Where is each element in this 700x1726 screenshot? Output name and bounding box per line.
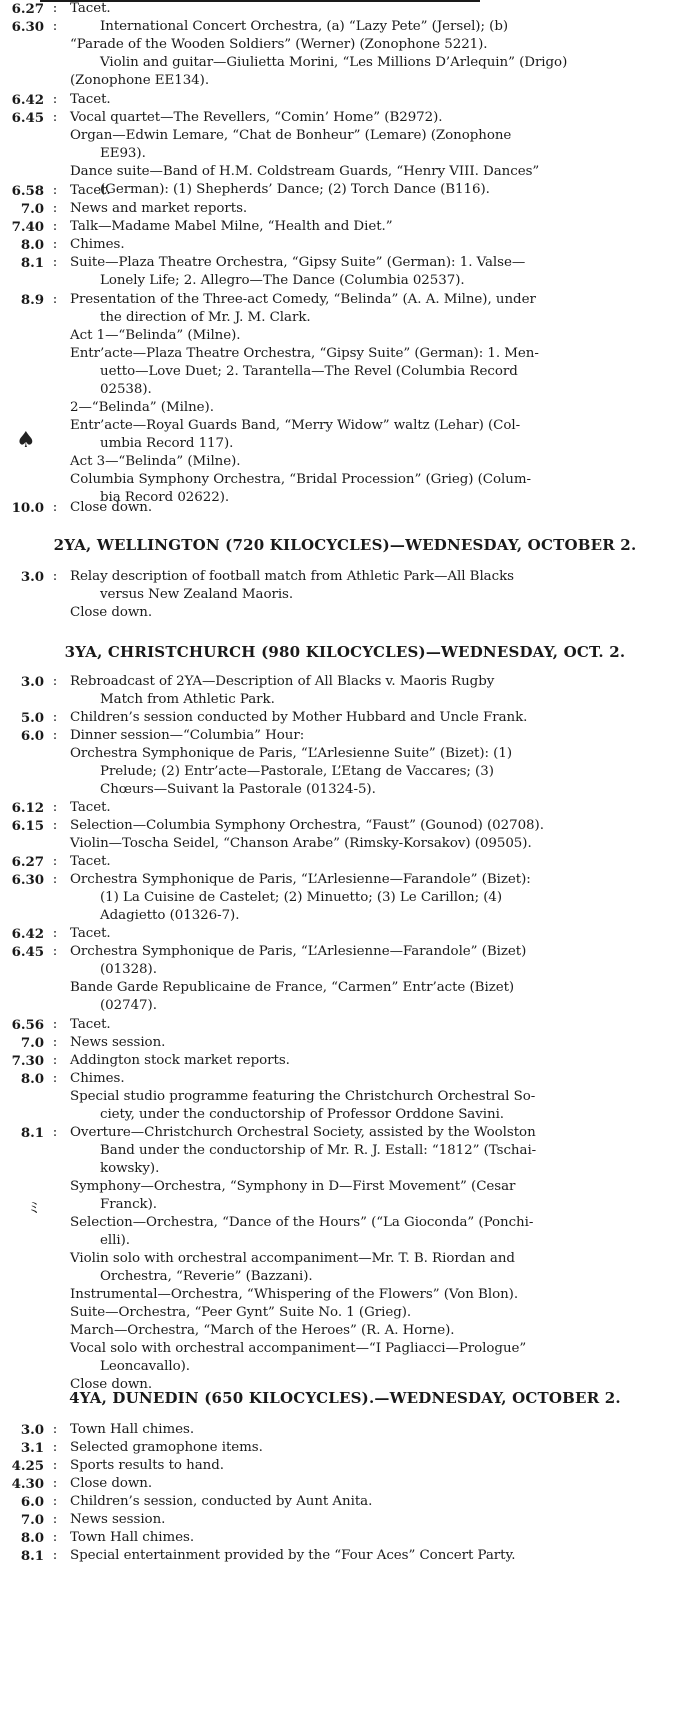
- programme-text: Act 1—“Belinda” (Milne).: [70, 328, 241, 343]
- programme-text: ciety, under the conductorship of Professor Orddone Savini.: [100, 1107, 505, 1122]
- programme-text: Chimes.: [70, 237, 125, 252]
- programme-text: News session.: [70, 1035, 166, 1050]
- time-separator: :: [52, 183, 58, 198]
- programme-text: Children’s session conducted by Mother Hubbard and Uncle Frank.: [70, 710, 528, 725]
- programme-text: Addington stock market reports.: [70, 1053, 290, 1068]
- time-separator: :: [52, 1422, 58, 1437]
- programme-text: Franck).: [100, 1197, 157, 1212]
- time-separator: :: [52, 1071, 58, 1086]
- time-separator: :: [52, 1, 58, 16]
- time-separator: :: [52, 728, 58, 743]
- programme-text: Overture—Christchurch Orchestral Society, assisted by the Woolston: [70, 1125, 536, 1140]
- programme-text: Relay description of football match from Athletic Park—All Blacks: [70, 569, 514, 584]
- time-label: 3.1: [20, 1440, 44, 1456]
- programme-text: Organ—Edwin Lemare, “Chat de Bonheur” (Lemare) (Zonophone: [70, 128, 512, 143]
- programme-text: Close down.: [70, 1476, 153, 1491]
- time-separator: :: [52, 19, 58, 34]
- time-label: 6.12: [11, 800, 44, 816]
- time-separator: :: [52, 1476, 58, 1491]
- time-label: 6.27: [11, 1, 44, 17]
- time-label: 6.0: [20, 1494, 44, 1510]
- time-label: 4.30: [11, 1476, 44, 1492]
- programme-text: Presentation of the Three-act Comedy, “Belinda” (A. A. Milne), under: [70, 292, 536, 307]
- programme-text: Rebroadcast of 2YA—Description of All Blacks v. Maoris Rugby: [70, 674, 495, 689]
- programme-text: kowsky).: [100, 1161, 160, 1176]
- programme-text: bia Record 02622).: [100, 490, 230, 505]
- programme-text: Adagietto (01326-7).: [100, 908, 240, 923]
- time-separator: :: [52, 1458, 58, 1473]
- programme-text: Symphony—Orchestra, “Symphony in D—First Movement” (Cesar: [70, 1179, 516, 1194]
- programme-text: Tacet.: [70, 92, 111, 107]
- programme-text: the direction of Mr. J. M. Clark.: [100, 310, 311, 325]
- programme-text: Vocal solo with orchestral accompaniment—“I Pagliacci—Prologue”: [70, 1341, 527, 1356]
- time-separator: :: [52, 926, 58, 941]
- programme-text: “Parade of the Wooden Soldiers” (Werner) (Zonophone 5221).: [70, 37, 488, 52]
- time-label: 8.1: [20, 1548, 44, 1564]
- time-label: 3.0: [20, 674, 44, 690]
- time-separator: :: [52, 854, 58, 869]
- programme-text: Selected gramophone items.: [70, 1440, 263, 1455]
- time-label: 6.45: [11, 944, 44, 960]
- programme-text: Special entertainment provided by the “Four Aces” Concert Party.: [70, 1548, 516, 1563]
- programme-text: Orchestra, “Reverie” (Bazzani).: [100, 1269, 313, 1284]
- time-separator: :: [52, 1494, 58, 1509]
- programme-text: versus New Zealand Maoris.: [100, 587, 294, 602]
- time-label: 6.15: [11, 818, 44, 834]
- programme-text: International Concert Orchestra, (a) “Lazy Pete” (Jersel); (b): [100, 19, 509, 34]
- time-separator: :: [52, 800, 58, 815]
- programme-text: Tacet.: [70, 183, 111, 198]
- time-label: 8.1: [20, 1125, 44, 1141]
- programme-text: Vocal quartet—The Revellers, “Comin’ Home” (B2972).: [70, 110, 443, 125]
- time-separator: :: [52, 818, 58, 833]
- time-label: 6.42: [11, 926, 44, 942]
- programme-text: Tacet.: [70, 800, 111, 815]
- programme-text: Act 3—“Belinda” (Milne).: [70, 454, 241, 469]
- time-separator: :: [52, 569, 58, 584]
- programme-text: Dinner session—“Columbia” Hour:: [70, 728, 305, 743]
- programme-text: Tacet.: [70, 854, 111, 869]
- time-label: 7.0: [20, 201, 44, 217]
- time-separator: :: [52, 237, 58, 252]
- programme-text: Orchestra Symphonique de Paris, “L’Arlesienne—Farandole” (Bizet): [70, 944, 527, 959]
- time-label: 6.45: [11, 110, 44, 126]
- programme-text: (1) La Cuisine de Castelet; (2) Minuetto; (3) Le Carillon; (4): [100, 890, 503, 905]
- programme-text: (Zonophone EE134).: [70, 73, 210, 88]
- time-label: 5.0: [20, 710, 44, 726]
- programme-text: EE93).: [100, 146, 146, 161]
- time-separator: :: [52, 872, 58, 887]
- time-separator: :: [52, 500, 58, 515]
- programme-text: Close down.: [70, 1377, 153, 1392]
- programme-text: 02538).: [100, 382, 152, 397]
- programme-text: Special studio programme featuring the Christchurch Orchestral So-: [70, 1089, 536, 1104]
- programme-text: Suite—Orchestra, “Peer Gynt” Suite No. 1 (Grieg).: [70, 1305, 412, 1320]
- time-label: 4.25: [11, 1458, 44, 1474]
- programme-text: Dance suite—Band of H.M. Coldstream Guards, “Henry VIII. Dances”: [70, 164, 540, 179]
- programme-text: Instrumental—Orchestra, “Whispering of the Flowers” (Von Blon).: [70, 1287, 519, 1302]
- programme-text: Columbia Symphony Orchestra, “Bridal Procession” (Grieg) (Colum-: [70, 472, 531, 487]
- programme-text: Selection—Orchestra, “Dance of the Hours” (“La Gioconda” (Ponchi-: [70, 1215, 534, 1230]
- time-separator: :: [52, 1548, 58, 1563]
- time-label: 7.0: [20, 1512, 44, 1528]
- time-label: 8.0: [20, 1071, 44, 1087]
- programme-text: 2—“Belinda” (Milne).: [70, 400, 214, 415]
- programme-text: Chimes.: [70, 1071, 125, 1086]
- time-label: 7.0: [20, 1035, 44, 1051]
- time-label: 6.27: [11, 854, 44, 870]
- programme-text: Violin and guitar—Giulietta Morini, “Les Millions D’Arlequin” (Drigo): [100, 55, 568, 70]
- time-label: 6.42: [11, 92, 44, 108]
- programme-text: (02747).: [100, 998, 157, 1013]
- time-label: 6.0: [20, 728, 44, 744]
- programme-text: March—Orchestra, “March of the Heroes” (R. A. Horne).: [70, 1323, 455, 1338]
- programme-text: Close down.: [70, 605, 153, 620]
- programme-text: Match from Athletic Park.: [100, 692, 275, 707]
- time-separator: :: [52, 1440, 58, 1455]
- time-label: 10.0: [11, 500, 44, 516]
- time-label: 8.0: [20, 237, 44, 253]
- programme-text: Leoncavallo).: [100, 1359, 190, 1374]
- station-heading: 4YA, DUNEDIN (650 KILOCYCLES).—WEDNESDAY, OCTOBER 2.: [69, 1389, 621, 1407]
- programme-text: uetto—Love Duet; 2. Tarantella—The Revel (Columbia Record: [100, 364, 518, 379]
- programme-text: Tacet.: [70, 1017, 111, 1032]
- programme-text: Prelude; (2) Entr’acte—Pastorale, L’Etang de Vaccares; (3): [100, 764, 494, 779]
- programme-text: Orchestra Symphonique de Paris, “L’Arlesienne—Farandole” (Bizet):: [70, 872, 531, 887]
- programme-text: Chœurs—Suivant la Pastorale (01324-5).: [100, 782, 376, 797]
- programme-text: News and market reports.: [70, 201, 248, 216]
- programme-text: Band under the conductorship of Mr. R. J. Estall: “1812” (Tschai-: [100, 1143, 537, 1158]
- programme-text: Selection—Columbia Symphony Orchestra, “Faust” (Gounod) (02708).: [70, 818, 544, 833]
- programme-text: Entr’acte—Plaza Theatre Orchestra, “Gipsy Suite” (German): 1. Men-: [70, 346, 539, 361]
- time-label: 7.40: [11, 219, 44, 235]
- time-label: 6.56: [11, 1017, 44, 1033]
- station-heading: 3YA, CHRISTCHURCH (980 KILOCYCLES)—WEDNESDAY, OCT. 2.: [64, 643, 626, 661]
- time-separator: :: [52, 292, 58, 307]
- time-label: 8.9: [20, 292, 44, 308]
- programme-text: Tacet.: [70, 1, 111, 16]
- time-label: 6.30: [11, 19, 44, 35]
- time-separator: :: [52, 1017, 58, 1032]
- programme-text: (01328).: [100, 962, 157, 977]
- programme-text: Town Hall chimes.: [70, 1422, 195, 1437]
- time-separator: :: [52, 110, 58, 125]
- programme-text: umbia Record 117).: [100, 436, 234, 451]
- ink-blot: ♠: [16, 428, 36, 453]
- programme-text: Sports results to hand.: [70, 1458, 224, 1473]
- time-separator: :: [52, 255, 58, 270]
- programme-text: Orchestra Symphonique de Paris, “L’Arlesienne Suite” (Bizet): (1): [70, 746, 512, 761]
- time-label: 7.30: [11, 1053, 44, 1069]
- programme-text: Town Hall chimes.: [70, 1530, 195, 1545]
- programme-text: Tacet.: [70, 926, 111, 941]
- programme-text: Children’s session, conducted by Aunt Anita.: [70, 1494, 373, 1509]
- programme-text: News session.: [70, 1512, 166, 1527]
- time-separator: :: [52, 1530, 58, 1545]
- time-separator: :: [52, 944, 58, 959]
- time-separator: :: [52, 92, 58, 107]
- programme-text: Bande Garde Republicaine de France, “Carmen” Entr’acte (Bizet): [70, 980, 515, 995]
- ink-mark: ﾐ: [30, 1198, 39, 1217]
- time-separator: :: [52, 1053, 58, 1068]
- time-separator: :: [52, 1125, 58, 1140]
- programme-text: Entr’acte—Royal Guards Band, “Merry Widow” waltz (Lehar) (Col-: [70, 418, 521, 433]
- time-separator: :: [52, 201, 58, 216]
- time-separator: :: [52, 219, 58, 234]
- time-label: 6.30: [11, 872, 44, 888]
- time-separator: :: [52, 674, 58, 689]
- programme-text: Lonely Life; 2. Allegro—The Dance (Columbia 02537).: [100, 273, 465, 288]
- time-label: 3.0: [20, 569, 44, 585]
- time-separator: :: [52, 1035, 58, 1050]
- time-label: 8.0: [20, 1530, 44, 1546]
- programme-text: elli).: [100, 1233, 130, 1248]
- time-label: 3.0: [20, 1422, 44, 1438]
- time-separator: :: [52, 710, 58, 725]
- programme-text: Talk—Madame Mabel Milne, “Health and Diet.”: [70, 219, 393, 234]
- programme-text: Violin—Toscha Seidel, “Chanson Arabe” (Rimsky-Korsakov) (09505).: [70, 836, 532, 851]
- programme-text: Close down.: [70, 500, 153, 515]
- programme-text: (German): (1) Shepherds’ Dance; (2) Torch Dance (B116).: [100, 182, 490, 197]
- time-label: 6.58: [11, 183, 44, 199]
- time-label: 8.1: [20, 255, 44, 271]
- time-separator: :: [52, 1512, 58, 1527]
- station-heading: 2YA, WELLINGTON (720 KILOCYCLES)—WEDNESDAY, OCTOBER 2.: [53, 536, 637, 554]
- programme-text: Suite—Plaza Theatre Orchestra, “Gipsy Suite” (German): 1. Valse—: [70, 255, 526, 270]
- programme-text: Violin solo with orchestral accompaniment—Mr. T. B. Riordan and: [70, 1251, 515, 1266]
